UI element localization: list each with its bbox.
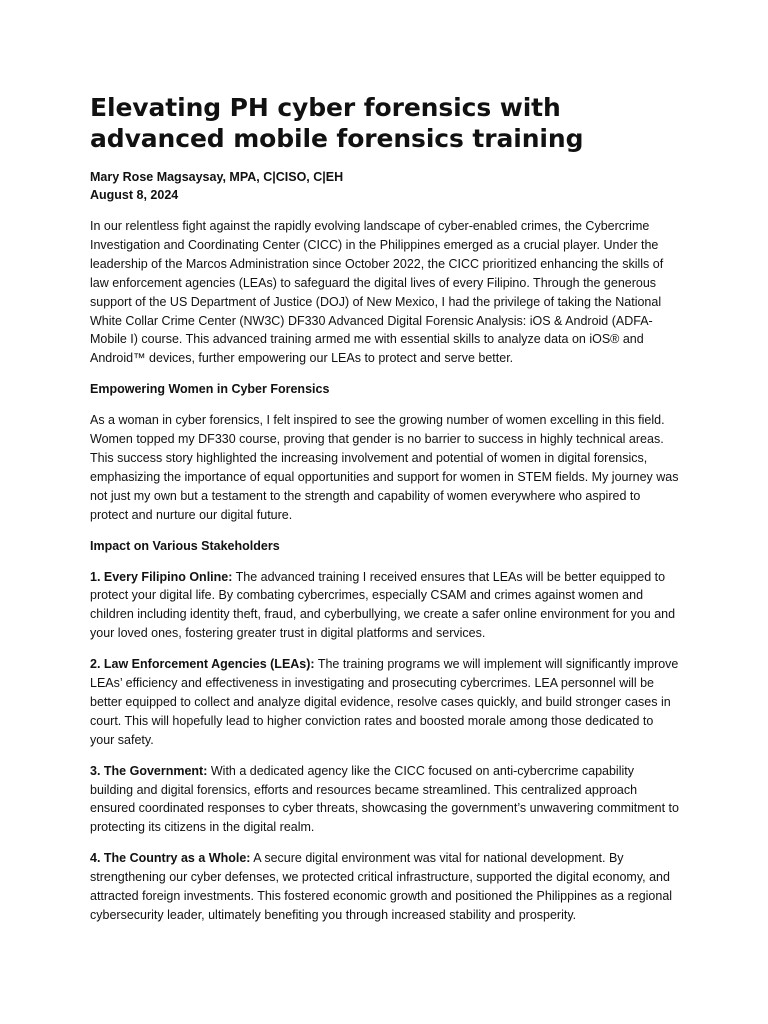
- stakeholder-text: With a dedicated agency like the CICC focused on anti-cybercrime capability building and digital forensics, efforts and resources became streamlined. This centralized approach ensured coordinated responses to cyber threats, showcasing the government’s unwavering commitment to protecting its citizens in the digital realm.: [90, 763, 679, 835]
- document-page: [90, 92, 680, 937]
- article-title: Elevating PH cyber forensics with advanced mobile forensics training: [90, 93, 584, 153]
- author-name: Mary Rose Magsaysay, MPA, C|CISO, C|EH: [90, 170, 344, 184]
- publish-date: August 8, 2024: [90, 188, 179, 202]
- stakeholder-lead: 4. The Country as a Whole:: [90, 851, 251, 866]
- intro-paragraph: In our relentless fight against the rapidly evolving landscape of cyber-enabled crimes, the Cybercrime Investigation and Coordinating Center (CICC) in the Philippines emerged as a crucial player. Under the leadership of the Marcos Administration since October 2022, the CICC prioritized enhancing the skills of law enforcement agencies (LEAs) to safeguard the digital lives of every Filipino. Through the generous support of the US Department of Justice (DOJ) of New Mexico, I had the privilege of taking the National White Collar Crime Center (NW3C) DF330 Advanced Digital Forensic Analysis: iOS & Android (ADFA-Mobile I) course. This advanced training armed me with essential skills to analyze data on iOS® and Android™ devices, further empowering our LEAs to protect and serve better.: [90, 219, 664, 366]
- stakeholder-text: The training programs we will implement will significantly improve LEAs’ efficiency and effectiveness in investigating and prosecuting cybercrimes. LEA personnel will be better equipped to collect and analyze digital evidence, resolve cases quickly, and build stronger cases in court. This will hopefully lead to higher conviction rates and boosted morale among those dedicated to your safety.: [90, 657, 679, 747]
- stakeholder-item-country: [90, 849, 680, 925]
- stakeholder-text: The advanced training I received ensures that LEAs will be better equipped to protect your digital life. By combating cybercrimes, especially CSAM and crimes against women and children including identity theft, fraud, and cyberbullying, we create a safer online environment for you and your loved ones, fostering greater trust in digital platforms and services.: [90, 569, 676, 641]
- stakeholder-item-filipino: [90, 568, 680, 644]
- women-paragraph: As a woman in cyber forensics, I felt inspired to see the growing number of women excelling in this field. Women topped my DF330 course, proving that gender is no barrier to success in highly technical areas. This success story highlighted the increasing involvement and potential of women in digital forensics, emphasizing the importance of equal opportunities and support for women in STEM fields. My journey was not just my own but a testament to the strength and capability of women everywhere who aspired to protect and nurture our digital future.: [90, 413, 679, 522]
- section-heading-stakeholders: Impact on Various Stakeholders: [90, 538, 280, 553]
- byline: [90, 168, 680, 204]
- stakeholder-lead: 3. The Government:: [90, 763, 208, 778]
- section-heading-women: Empowering Women in Cyber Forensics: [90, 382, 330, 397]
- stakeholder-lead: 1. Every Filipino Online:: [90, 569, 233, 584]
- stakeholder-text: A secure digital environment was vital for national development. By strengthening our cyber defenses, we protected critical infrastructure, supported the digital economy, and attracted foreign investments. This fostered economic growth and positioned the Philippines as a regional cybersecurity leader, ultimately benefiting you through increased stability and prosperity.: [90, 851, 673, 922]
- stakeholder-item-government: [90, 762, 680, 838]
- stakeholder-item-leas: [90, 655, 680, 750]
- stakeholder-lead: 2. Law Enforcement Agencies (LEAs):: [90, 657, 315, 672]
